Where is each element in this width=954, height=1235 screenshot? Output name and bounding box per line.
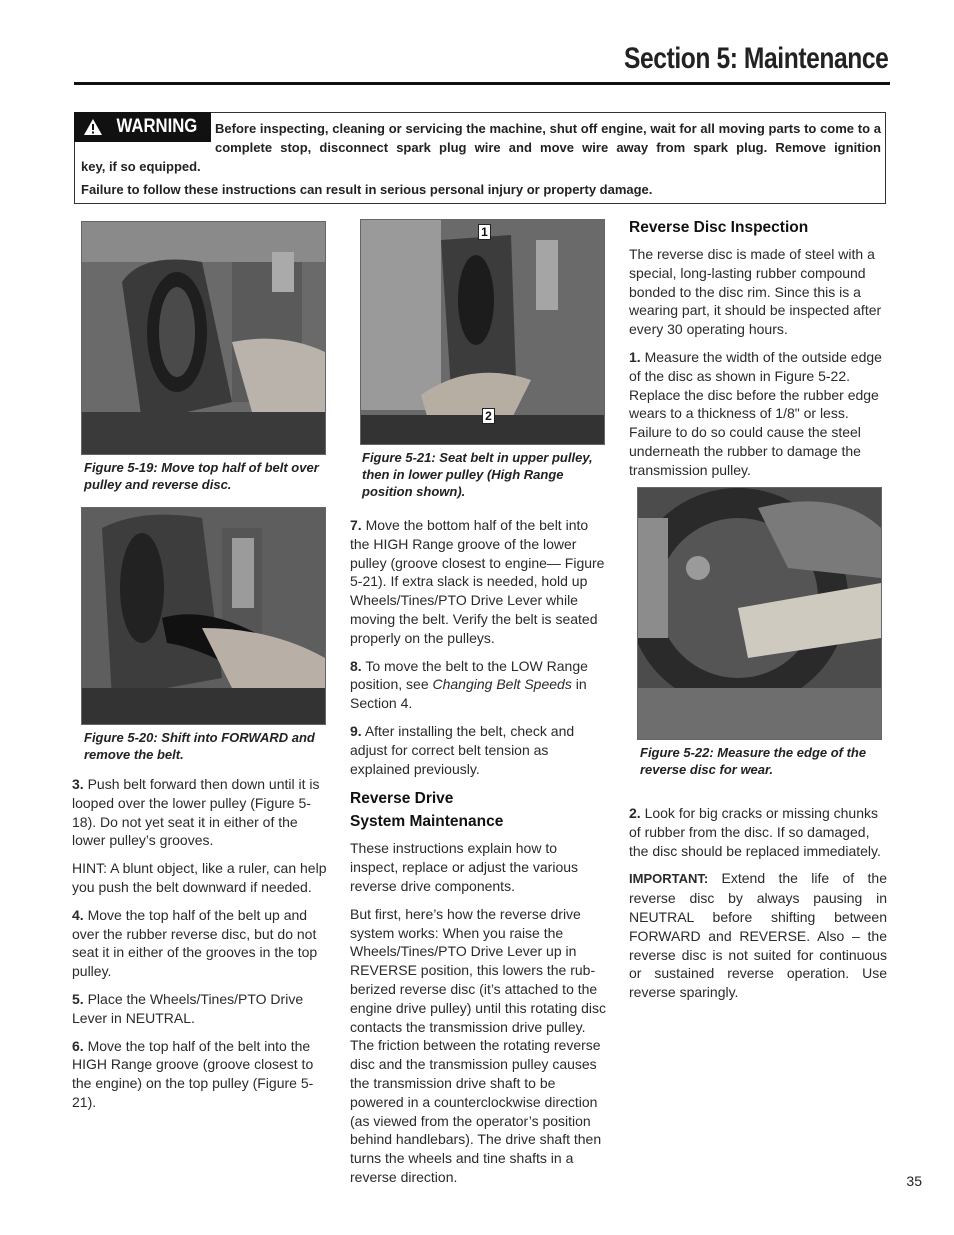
- step-text: Push belt forward then down until it is looped over the lower pulley (Figure 5-18). Do not yet seat it in either of the lower pulley’s grooves.: [72, 776, 320, 849]
- disc-step-1: [629, 348, 887, 480]
- important-label: IMPORTANT:: [629, 871, 709, 887]
- step-number: 7.: [350, 517, 362, 533]
- column-3-text-bottom: [629, 804, 887, 1011]
- warning-box: [74, 112, 886, 204]
- warning-text-line1: Before inspecting, cleaning or servicing the machine, shut off engine, wait for all moving parts to come to a complete stop, disconnect spark plug wire and move wire away from spark plug. Remove ignition: [215, 121, 881, 155]
- step-number: 4.: [72, 906, 84, 923]
- figure-5-19-photo: [81, 221, 326, 455]
- step-text: Place the Wheels/Tines/PTO Drive Lever in NEUTRAL.: [72, 990, 304, 1026]
- step-4: [72, 906, 330, 981]
- hint: HINT: A blunt object, like a ruler, can help you push the belt downward if needed.: [72, 860, 327, 895]
- step-text: Measure the width of the outside edge of the disc as shown in Figure 5-22. Replace the disc before the rubber edge wears to a thickness of 1/8" or less. Failure to do so could cause the steel underneath the rubber to damage the transmission pulley.: [629, 348, 882, 478]
- step-text: Move the top half of the belt into the HIGH Range groove (groove closest to the engine) on the top pulley (Figure 5-21).: [72, 1037, 314, 1110]
- figure-5-21-caption: Figure 5-21: Seat belt in upper pulley, then in lower pulley (High Range position shown).: [362, 450, 593, 499]
- important-note: [629, 869, 887, 1002]
- figure-5-21-photo: [360, 219, 605, 445]
- step-6: [72, 1037, 330, 1112]
- step-text: Move the bottom half of the belt into the HIGH Range groove of the lower pulley (groove closest to engine— Figure 5-21). If extra slack is needed, hold up Wheels/Tines/PTO Drive Lever while moving the belt. Verify the belt is seated properly on the pulleys.: [350, 517, 605, 646]
- step-number: 5.: [72, 990, 84, 1007]
- step-number: 9.: [350, 722, 362, 739]
- step-number: 1.: [629, 348, 641, 365]
- step-text-reference: Changing Belt Speeds: [432, 676, 572, 693]
- figure-5-20-caption: Figure 5-20: Shift into FORWARD and remove the belt.: [84, 730, 315, 762]
- disc-step-2: [629, 804, 887, 860]
- warning-text-line3: Failure to follow these instructions can result in serious personal injury or property damage.: [81, 182, 653, 197]
- column-3-text-top: [629, 216, 887, 489]
- column-2-text: [350, 516, 608, 1196]
- warning-triangle-icon: [83, 118, 103, 136]
- page-number: 35: [906, 1173, 922, 1189]
- step-number: 8.: [350, 657, 362, 674]
- step-9: [350, 722, 608, 778]
- important-text: Extend the life of the reverse disc by always pausing in NEUTRAL before shifting between FORWARD and REVERSE. Also – the reverse disc is not suited for continuous or sustained reverse operation. Use reverse sparingly.: [629, 870, 887, 1001]
- page-title: Section 5: Maintenance: [623, 42, 888, 75]
- step-text-pre: To move the belt to the LOW Range position, see: [350, 657, 588, 693]
- step-number: 3.: [72, 776, 84, 792]
- figure-5-22-caption: Figure 5-22: Measure the edge of the reverse disc for wear.: [640, 745, 867, 777]
- step-number: 2.: [629, 805, 641, 821]
- callout-1: 1: [478, 224, 491, 240]
- column-1-text: [72, 775, 330, 1121]
- heading-line-2: System Maintenance: [350, 813, 504, 831]
- figure-5-19-caption: Figure 5-19: Move top half of belt over pulley and reverse disc.: [84, 460, 319, 492]
- reverse-drive-body: But first, here’s how the reverse drive system works: When you raise the Wheels/Tines/PTO Drive Lever up in REVERSE position, this lowers the rub-berized reverse disc (it’s attached to the engine drive pulley) until this rotating disc contacts the transmission drive pulley. The friction between the rotating reverse disc and the transmission pulley causes the transmission drive shaft to be powered in a counterclockwise direction (as viewed from the operator’s position behind handlebars). The drive shaft then turns the wheels and tine shafts in a reverse direction.: [350, 905, 607, 1185]
- title-rule: [74, 82, 890, 85]
- step-number: 6.: [72, 1037, 84, 1054]
- step-8: [350, 657, 608, 713]
- reverse-drive-intro: These instructions explain how to inspect, replace or adjust the various reverse drive components.: [350, 840, 579, 894]
- warning-text-line2: key, if so equipped.: [81, 159, 201, 174]
- section-heading-reverse-drive: [350, 787, 608, 833]
- section-heading-reverse-disc-inspection: Reverse Disc Inspection: [629, 219, 809, 236]
- step-text: Look for big cracks or missing chunks of rubber from the disc. If so damaged, the disc should be replaced immediately.: [629, 805, 881, 859]
- figure-5-22-photo: [637, 487, 882, 740]
- step-3: [72, 775, 330, 850]
- callout-2: 2: [482, 408, 495, 424]
- warning-label: WARNING: [116, 116, 197, 137]
- step-text-post: in Section 4.: [350, 676, 587, 712]
- step-7: [350, 516, 608, 648]
- step-text: Move the top half of the belt up and over the rubber reverse disc, but do not seat it in either of the grooves in the top pulley.: [72, 906, 318, 980]
- step-text: After installing the belt, check and adjust for correct belt tension as explained previously.: [350, 722, 575, 777]
- warning-badge: [74, 112, 211, 142]
- reverse-disc-intro: The reverse disc is made of steel with a special, long-lasting rubber compound bonded to the disc rim. Since this is a wearing part, it should be inspected after every 30 operating hours.: [629, 246, 882, 338]
- heading-line-1: Reverse Drive: [350, 790, 454, 808]
- step-5: [72, 990, 330, 1028]
- figure-5-20-photo: [81, 507, 326, 725]
